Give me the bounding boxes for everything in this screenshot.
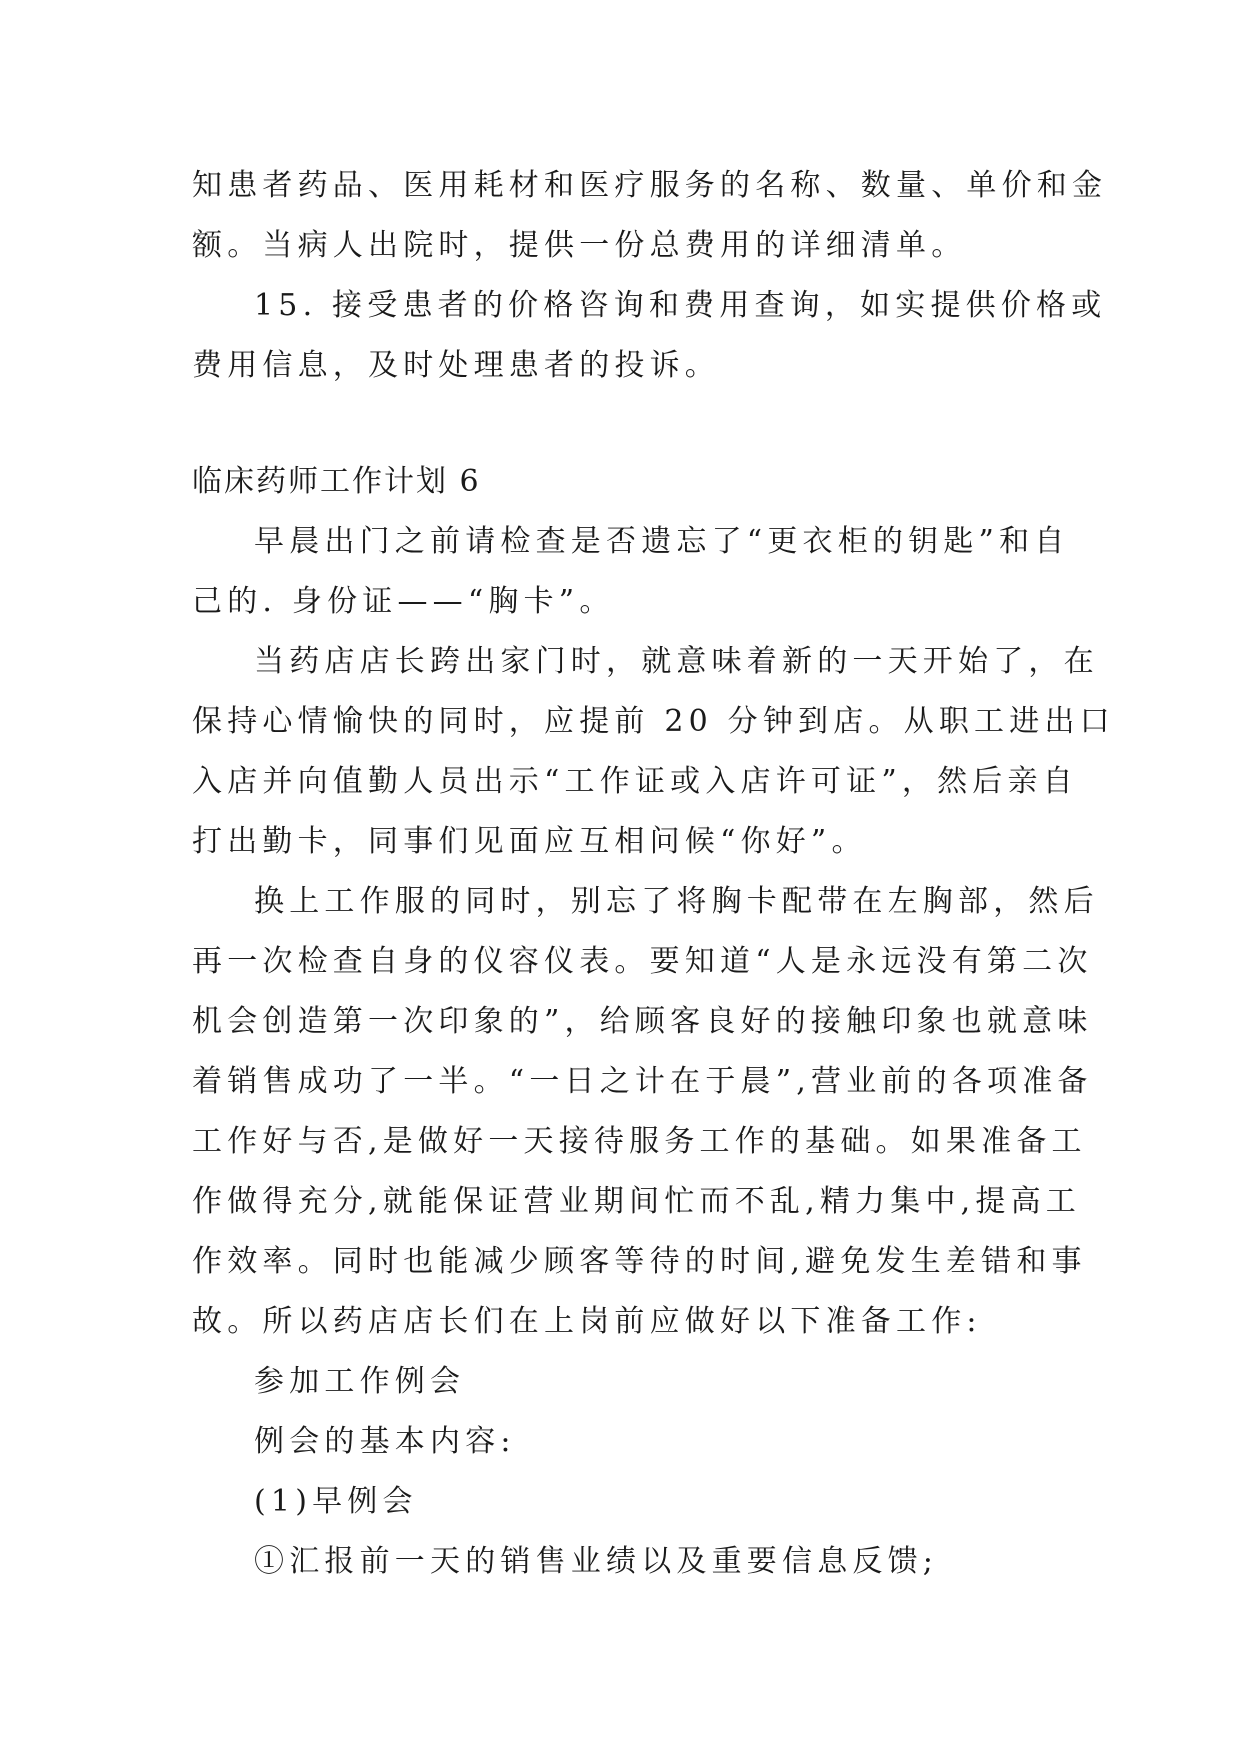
text-line: 作效率。同时也能减少顾客等待的时间,避免发生差错和事 [192, 1244, 1087, 1279]
text-line: 机会创造第一次印象的”，给顾客良好的接触印象也就意味 [192, 1004, 1093, 1039]
paragraph-start: 换上工作服的同时，别忘了将胸卡配带在左胸部，然后 [254, 884, 1099, 919]
subheading: 例会的基本内容: [254, 1424, 516, 1459]
text-line: 故。所以药店店长们在上岗前应做好以下准备工作: [192, 1304, 982, 1339]
text-line: 费用信息，及时处理患者的投诉。 [192, 348, 720, 383]
list-heading: (1)早例会 [254, 1484, 418, 1519]
text-line: 知患者药品、医用耗材和医疗服务的名称、数量、单价和金 [192, 168, 1108, 203]
paragraph-start: 当药店店长跨出家门时，就意味着新的一天开始了，在 [254, 644, 1099, 679]
text-line: 保持心情愉快的同时，应提前 20 分钟到店。从职工进出口 [192, 704, 1115, 739]
text-line: 工作好与否,是做好一天接待服务工作的基础。如果准备工 [192, 1124, 1087, 1159]
text-line: 额。当病人出院时，提供一份总费用的详细清单。 [192, 228, 967, 263]
list-item-15: 15. 接受患者的价格咨询和费用查询，如实提供价格或 [254, 288, 1107, 323]
section-heading: 临床药师工作计划 6 [192, 464, 481, 499]
text-line: 作做得充分,就能保证营业期间忙而不乱,精力集中,提高工 [192, 1184, 1082, 1219]
text-line: 入店并向值勤人员出示“工作证或入店许可证”，然后亲自 [192, 764, 1078, 799]
text-line: 着销售成功了一半。“一日之计在于晨”,营业前的各项准备 [192, 1064, 1093, 1099]
text-line: 再一次检查自身的仪容仪表。要知道“人是永远没有第二次 [192, 944, 1093, 979]
text-line: 己的. 身份证——“胸卡”。 [192, 584, 615, 619]
paragraph-start: 早晨出门之前请检查是否遗忘了“更衣柜的钥匙”和自 [254, 524, 1070, 559]
text-line: 打出勤卡，同事们见面应互相问候“你好”。 [192, 824, 867, 859]
list-item: ①汇报前一天的销售业绩以及重要信息反馈; [254, 1544, 939, 1579]
subheading: 参加工作例会 [254, 1364, 466, 1399]
